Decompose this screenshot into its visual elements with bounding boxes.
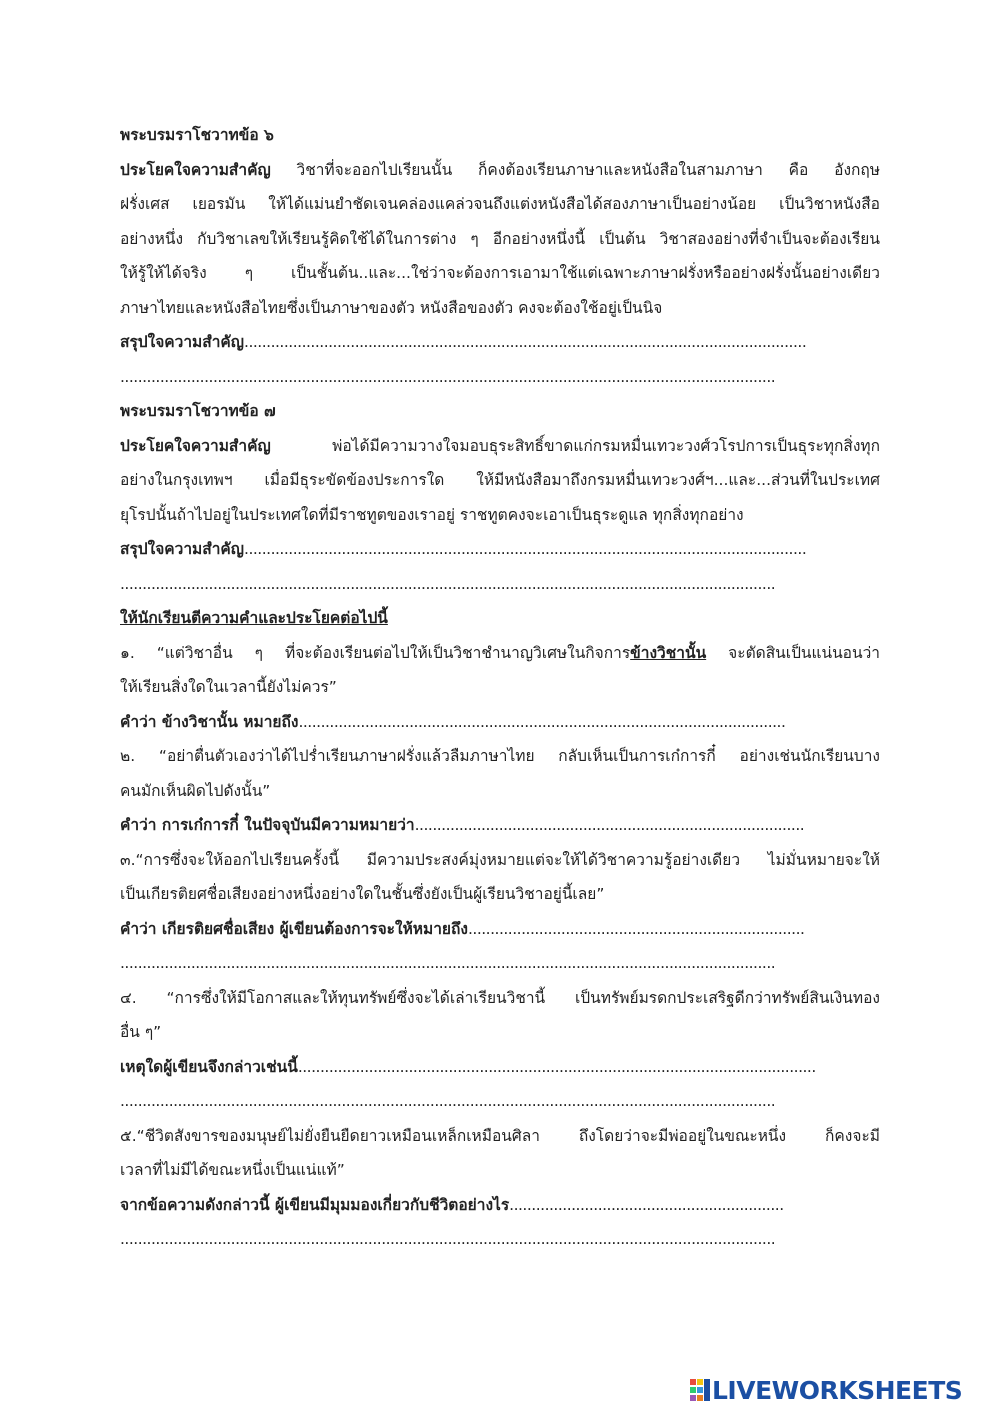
section-7-text-line-1: พ่อได้มีความวางใจมอบธุระสิทธิ์ขาดแก่กรมหมื่นเทวะวงศ์วโรปการเป็นธุระทุกสิ่งทุก <box>332 436 880 455</box>
q1-text-post: จะตัดสินเป็นแน่นอนว่า <box>706 643 880 662</box>
q3-line-1: ๓.“การซึ่งจะให้ออกไปเรียนครั้งนี้ มีความประสงค์มุ่งหมายแต่จะให้ได้วิชาความรู้อย่างเดียว ไม่มั่นหมายจะให้ <box>120 850 880 869</box>
section-6-text-line-1: วิชาที่จะออกไปเรียนนั้น ก็คงต้องเรียนภาษาและหนังสือในสามภาษา คือ อังกฤษ <box>296 160 880 179</box>
section-7-summary-line[interactable] <box>120 532 880 567</box>
section-6-text-line-5: ภาษาไทยและหนังสือไทยซึ่งเป็นภาษาของตัว หนังสือของตัว คงจะต้องใช้อยู่เป็นนิจ <box>120 298 663 317</box>
summary-label: สรุปใจความสำคัญ <box>120 540 245 558</box>
q1-prompt: คำว่า ข้างวิชานั้น หมายถึง <box>120 712 299 731</box>
q1-line-2: ให้เรียนสิ่งใดในเวลานี้ยังไม่ควร” <box>120 678 337 696</box>
section-6-summary-line[interactable] <box>120 325 880 360</box>
q2-line-2: คนมักเห็นผิดไปดังนั้น” <box>120 781 271 800</box>
answer-dots: ............................................................................................................................... <box>244 540 807 558</box>
answer-dots: ........................................................................................ <box>414 816 805 834</box>
section-6-answer-line[interactable]: .................................................................................................................................................... <box>120 367 776 386</box>
section-6-text-line-4: ให้รู้ให้ได้จริง ๆ เป็นชั้นต้น..และ...ใช่ว่าจะต้องการเอามาใช้แต่เฉพาะภาษาฝรั่งหรืออย่างฝรั่งนั้นอย่างเดียว <box>120 264 880 282</box>
key-sentence-label: ประโยคใจความสำคัญ <box>120 160 271 179</box>
q1-text-pre: ๑. “แต่วิชาอื่น ๆ ที่จะต้องเรียนต่อไปให้เป็นวิชาชำนาญวิเศษในกิจการ <box>120 643 631 662</box>
key-sentence-label: ประโยคใจความสำคัญ <box>120 436 271 455</box>
section-6-key-line <box>120 153 880 188</box>
summary-label: สรุปใจความสำคัญ <box>120 333 245 351</box>
answer-dots: ............................................................................................................................... <box>244 333 807 351</box>
answer-dots: ............................................................................ <box>467 919 805 938</box>
answer-dots: .............................................................. <box>509 1195 784 1214</box>
q3-line-2: เป็นเกียรติยศชื่อเสียงอย่างหนึ่งอย่างใดในชั้นซึ่งยังเป็นผู้เรียนวิชาอยู่นี้เลย” <box>120 885 605 903</box>
section-7-key-line <box>120 429 880 464</box>
q2-prompt: คำว่า การเก๋การกี๋ ในปัจจุบันมีความหมายว่า <box>120 816 415 834</box>
section-6-title: พระบรมราโชวาทข้อ ๖ <box>120 126 274 144</box>
section-7-text-line-3: ยุโรปนั้นถ้าไปอยู่ในประเทศใดที่มีราชทูตของเราอยู่ ราชทูตคงจะเอาเป็นธุระดูแล ทุกสิ่งทุกอย่าง <box>120 505 744 524</box>
q2-line-1: ๒. “อย่าตื่นตัวเองว่าได้ไปร่ำเรียนภาษาฝรั่งแล้วลืมภาษาไทย กลับเห็นเป็นการเก๋การกี๋ อย่างเช่นนักเรียนบาง <box>120 747 880 765</box>
q1-key-term: ข้างวิชานั้น <box>630 643 707 662</box>
q1-answer-line[interactable] <box>120 705 880 740</box>
q5-answer-line[interactable] <box>120 1188 880 1223</box>
liveworksheets-logo-icon <box>690 1379 710 1401</box>
answer-dots: .............................................................................................................. <box>298 712 786 731</box>
answer-dots: ..................................................................................................................... <box>297 1057 816 1076</box>
exercise-heading: ให้นักเรียนตีความคำและประโยคต่อไปนี้ <box>120 609 388 627</box>
q5-line-1: ๕.“ชีวิตสังขารของมนุษย์ไม่ยั่งยืนยืดยาวเหมือนเหล็กเหมือนศิลา ถึงโดยว่าจะมีพ่ออยู่ในขณะหนึ่ง ก็คงจะมี <box>120 1126 880 1145</box>
worksheet-page <box>120 118 880 1257</box>
section-6-text-line-2: ฝรั่งเศส เยอรมัน ให้ได้แม่นยำชัดเจนคล่องแคล่วจนถึงแต่งหนังสือได้สองภาษาเป็นอย่างน้อย เป็นวิชาหนังสือ <box>120 195 880 213</box>
q5-line-2: เวลาที่ไม่มีได้ขณะหนึ่งเป็นแน่แท้” <box>120 1161 345 1179</box>
section-7-answer-line[interactable]: .................................................................................................................................................... <box>120 574 776 593</box>
q4-line-2: อื่น ๆ” <box>120 1023 162 1041</box>
q4-answer-line-2[interactable]: .................................................................................................................................................... <box>120 1092 776 1110</box>
liveworksheets-logo-text: LIVEWORKSHEETS <box>712 1375 963 1405</box>
section-7-title: พระบรมราโชวาทข้อ ๗ <box>120 402 276 420</box>
q5-answer-line-2[interactable]: .................................................................................................................................................... <box>120 1230 776 1248</box>
liveworksheets-logo[interactable] <box>690 1376 962 1404</box>
q1-line-1 <box>120 636 880 671</box>
q3-answer-line[interactable] <box>120 912 880 947</box>
q4-prompt: เหตุใดผู้เขียนจึงกล่าวเช่นนี้ <box>120 1057 298 1076</box>
q3-prompt: คำว่า เกียรติยศชื่อเสียง ผู้เขียนต้องการจะให้หมายถึง <box>120 919 468 938</box>
q4-answer-line[interactable] <box>120 1050 880 1085</box>
section-7-text-line-2: อย่างในกรุงเทพฯ เมื่อมีธุระขัดข้องประการใด ให้มีหนังสือมาถึงกรมหมื่นเทวะวงศ์ฯ...และ...ส่วนที่ในประเทศ <box>120 471 880 489</box>
q3-answer-line-2[interactable]: .................................................................................................................................................... <box>120 954 776 972</box>
section-6-text-line-3: อย่างหนึ่ง กับวิชาเลขให้เรียนรู้คิดใช้ได้ในการต่าง ๆ อีกอย่างหนึ่งนี้ เป็นต้น วิชาสองอย่างที่จำเป็นจะต้องเรียน <box>120 229 880 248</box>
q4-line-1: ๔. “การซึ่งให้มีโอกาสและให้ทุนทรัพย์ซึ่งจะได้เล่าเรียนวิชานี้ เป็นทรัพย์มรดกประเสริฐดีกว่าทรัพย์สินเงินทอง <box>120 988 880 1007</box>
q2-answer-line[interactable] <box>120 808 880 843</box>
q5-prompt: จากข้อความดังกล่าวนี้ ผู้เขียนมีมุมมองเกี่ยวกับชีวิตอย่างไร <box>120 1195 510 1214</box>
